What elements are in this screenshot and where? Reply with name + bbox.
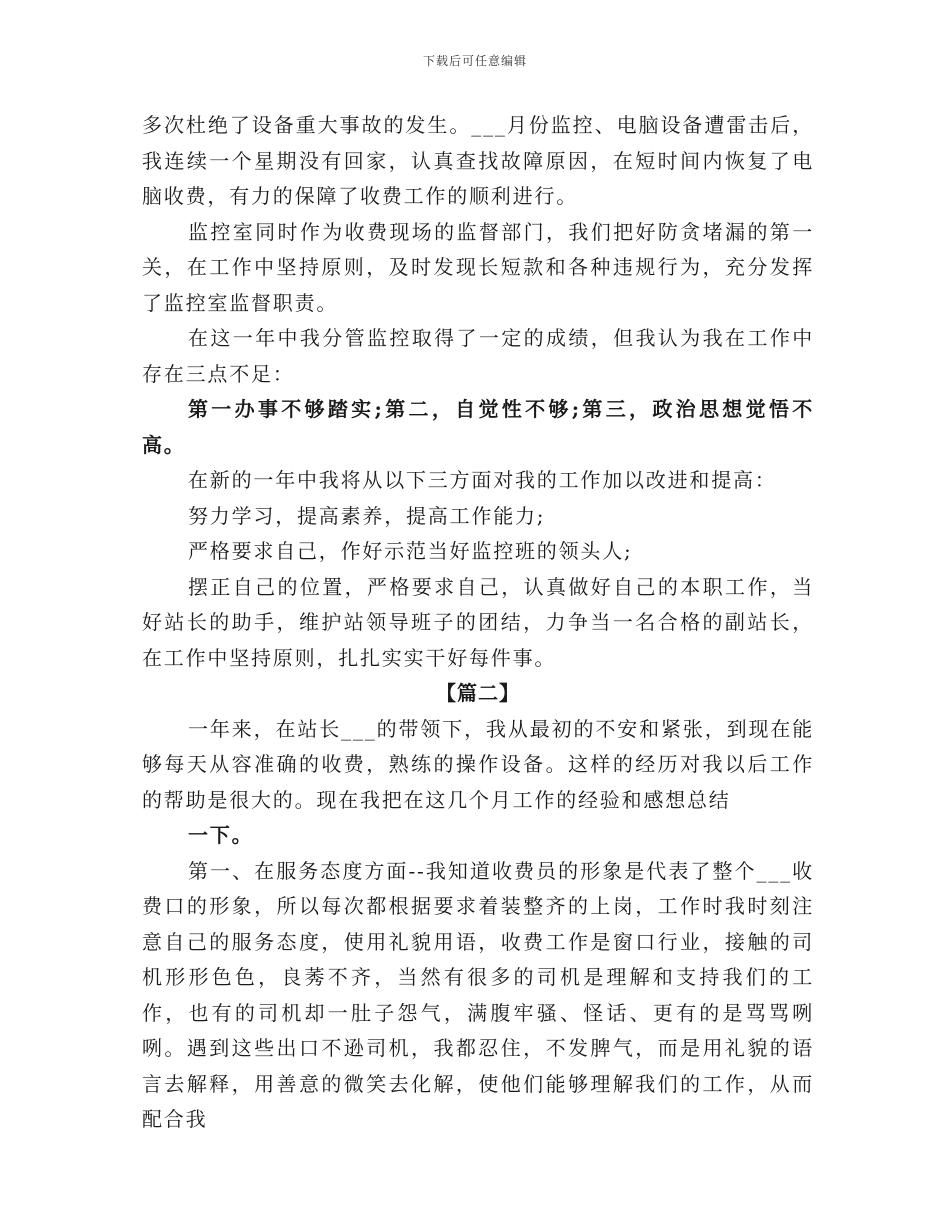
paragraph-1: 多次杜绝了设备重大事故的发生。___月份监控、电脑设备遭雷击后，我连续一个星期没有回家，认真查找故障原因，在短时间内恢复了电脑收费，有力的保障了收费工作的顺利进行。	[142, 113, 814, 208]
paragraph-5: 在新的一年中我将从以下三方面对我的工作加以改进和提高：	[188, 468, 777, 492]
paragraph-2: 监控室同时作为收费现场的监督部门，我们把好防贪堵漏的第一关，在工作中坚持原则，及时发现长短款和各种违规行为，充分发挥了监控室监督职责。	[142, 219, 814, 315]
document-body	[142, 108, 814, 1138]
paragraph-11: 第一、在服务态度方面--我知道收费员的形象是代表了整个___收费口的形象，所以每次都根据要求着装整齐的上岗，工作时我时刻注意自己的服务态度，使用礼貌用语，收费工作是窗口行业，接触的司机形形色色，良莠不齐，当然有很多的司机是理解和支持我们的工作，也有的司机却一肚子怨气，满腹牢骚、怪话、更有的是骂骂咧咧。遇到这些出口不逊司机，我都忍住，不发脾气，而是用礼貌的语言去解释，用善意的微笑去化解，使他们能够理解我们的工作，从而配合我	[142, 858, 814, 1131]
paragraph-10: 一下。	[188, 823, 254, 847]
page-header: 下载后可任意编辑	[422, 54, 527, 68]
paragraph-6: 努力学习，提高素养，提高工作能力;	[188, 503, 546, 528]
paragraph-7: 严格要求自己，作好示范当好监控班的领头人;	[188, 539, 633, 563]
paragraph-8: 摆正自己的位置，严格要求自己，认真做好自己的本职工作，当好站长的助手，维护站领导班子的团结，力争当一名合格的副站长，在工作中坚持原则，扎扎实实干好每件事。	[142, 574, 814, 670]
paragraph-4-bold: 第一办事不够踏实;第二，自觉性不够;第三，政治思想觉悟不高。	[142, 397, 814, 457]
paragraph-9: 一年来，在站长___的带领下，我从最初的不安和紧张，到现在能够每天从容准确的收费，熟练的操作设备。这样的经历对我以后工作的帮助是很大的。现在我把在这几个月工作的经验和感想总结	[142, 716, 814, 812]
paragraph-3: 在这一年中我分管监控取得了一定的成绩，但我认为我在工作中存在三点不足：	[142, 326, 814, 386]
section-title: 【篇二】	[436, 681, 520, 705]
